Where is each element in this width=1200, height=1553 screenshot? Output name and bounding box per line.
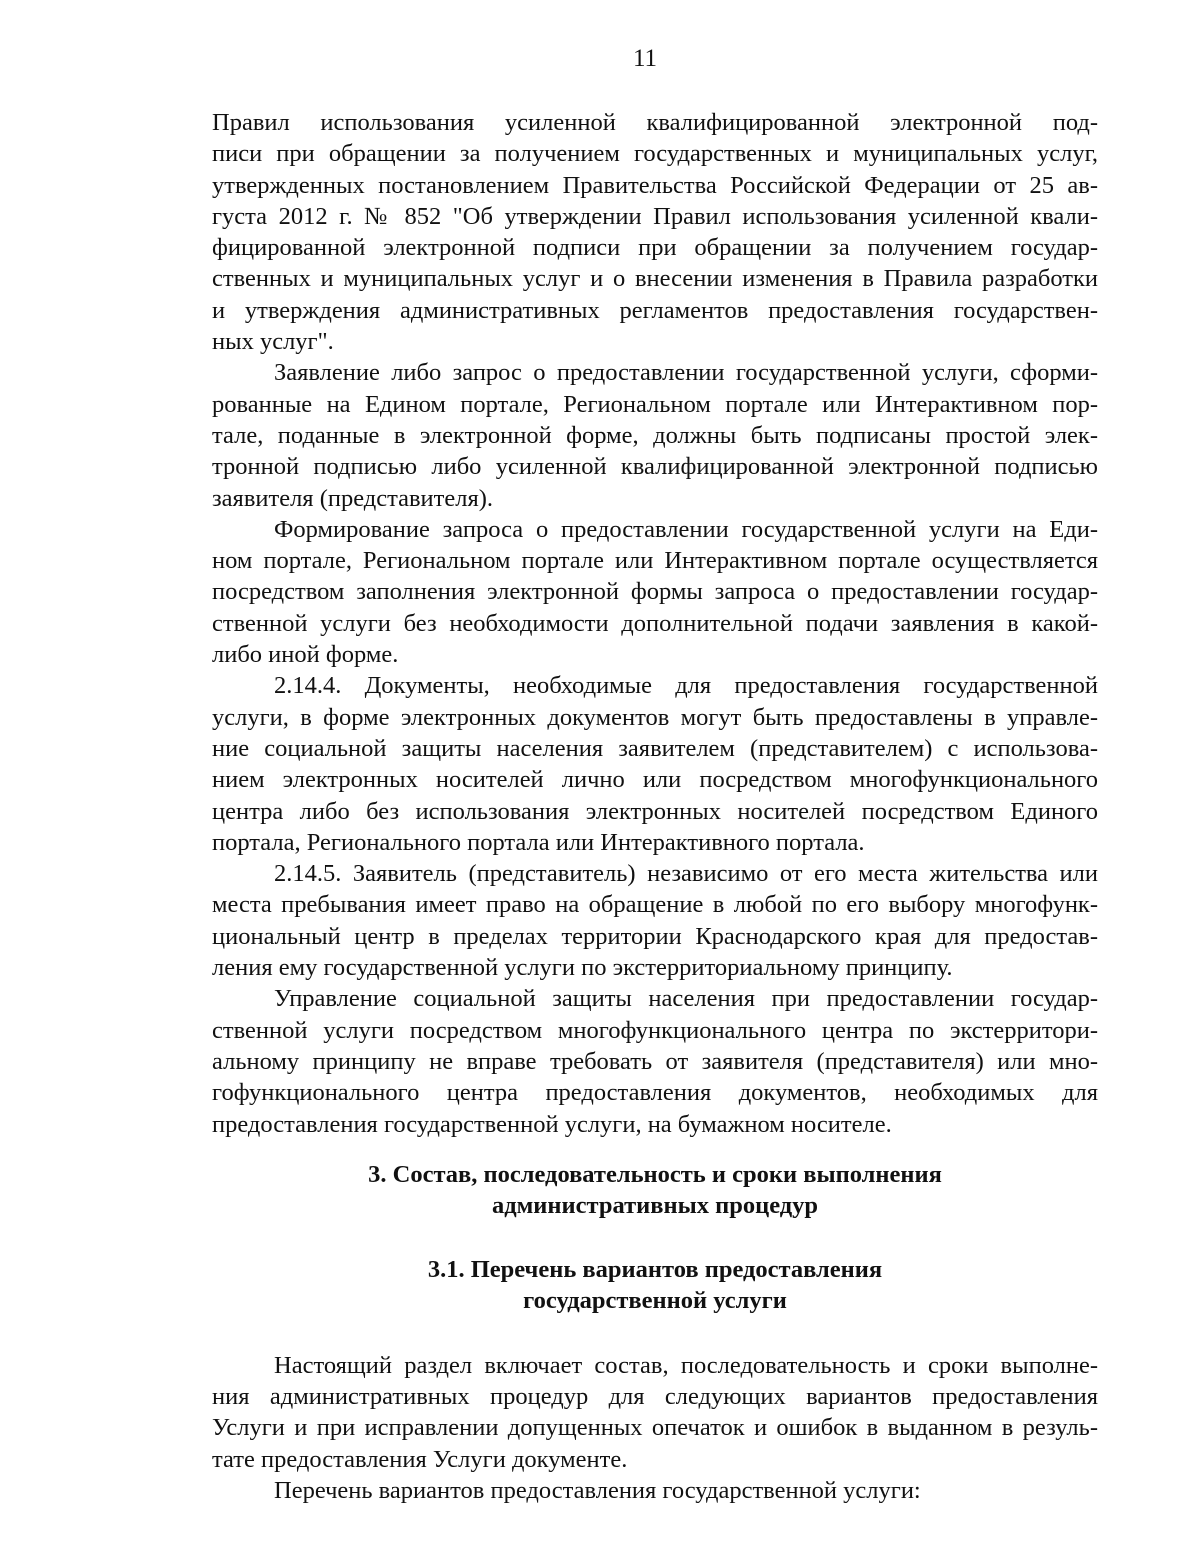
text-line: Правил использования усиленной квалифицированной электронной под- xyxy=(212,109,1098,136)
paragraph xyxy=(212,1350,1098,1475)
text-line: ственных и муниципальных услуг и о внесении изменения в Правила разработки xyxy=(212,265,1098,293)
text-line: альному принципу не вправе требовать от заявителя (представителя) или мно- xyxy=(212,1047,1098,1075)
text-line: ных услуг". xyxy=(212,328,334,356)
text-line: Перечень вариантов предоставления государственной услуги: xyxy=(274,1476,921,1504)
section-heading xyxy=(212,1159,1098,1221)
text-line: густа 2012 г. № 852 "Об утверждении Правил использования усиленной квали- xyxy=(212,202,1098,230)
text-line: тронной подписью либо усиленной квалифицированной электронной подписью xyxy=(212,453,1098,481)
paragraph xyxy=(212,858,1098,983)
paragraph xyxy=(212,514,1098,670)
text-line: места пребывания имеет право на обращение в любой по его выбору многофунк- xyxy=(212,891,1098,919)
text-line: услуги, в форме электронных документов могут быть предоставлены в управле- xyxy=(212,703,1098,731)
text-line: ном портале, Региональном портале или Интерактивном портале осуществляется xyxy=(212,547,1098,575)
text-line: тате предоставления Услуги документе. xyxy=(212,1445,628,1473)
text-line: портала, Регионального портала или Интерактивного портала. xyxy=(212,828,865,856)
text-line: 2.14.5. Заявитель (представитель) независимо от его места жительства или xyxy=(274,860,1098,888)
text-line: заявителя (представителя). xyxy=(212,484,494,512)
text-line: Заявление либо запрос о предоставлении государственной услуги, сформи- xyxy=(274,359,1098,387)
text-line: утвержденных постановлением Правительства Российской Федерации от 25 ав- xyxy=(212,171,1098,199)
paragraph xyxy=(212,983,1098,1139)
text-line: нием электронных носителей лично или посредством многофункционального xyxy=(212,766,1098,794)
paragraph xyxy=(212,1475,1098,1506)
text-line: и утверждения административных регламентов предоставления государствен- xyxy=(212,296,1098,324)
text-line: Управление социальной защиты населения при предоставлении государ- xyxy=(274,985,1098,1013)
page-number: 11 xyxy=(632,45,658,72)
section-heading-line: административных процедур xyxy=(491,1191,819,1219)
text-line: фицированной электронной подписи при обращении за получением государ- xyxy=(212,234,1098,262)
text-line: либо иной форме. xyxy=(212,641,399,669)
subsection-heading-line: государственной услуги xyxy=(523,1286,787,1314)
text-line: 2.14.4. Документы, необходимые для предоставления государственной xyxy=(274,672,1098,700)
document-body xyxy=(212,107,1098,1506)
text-line: ственной услуги посредством многофункционального центра по экстерритори- xyxy=(212,1016,1098,1044)
text-line: посредством заполнения электронной формы запроса о предоставлении государ- xyxy=(212,578,1098,606)
text-line: гофункционального центра предоставления документов, необходимых для xyxy=(212,1079,1098,1107)
text-line: рованные на Едином портале, Региональном портале или Интерактивном пор- xyxy=(212,390,1098,418)
text-line: ния административных процедур для следующих вариантов предоставления xyxy=(212,1383,1098,1411)
section-heading-line: 3. Состав, последовательность и сроки выполнения xyxy=(368,1160,942,1188)
text-line: циональный центр в пределах территории Краснодарского края для предостав- xyxy=(212,922,1098,950)
text-line: ственной услуги без необходимости дополнительной подачи заявления в какой- xyxy=(212,609,1098,637)
text-line: тале, поданные в электронной форме, должны быть подписаны простой элек- xyxy=(212,421,1098,449)
text-line: Формирование запроса о предоставлении государственной услуги на Еди- xyxy=(274,515,1098,543)
text-line: Настоящий раздел включает состав, последовательность и сроки выполне- xyxy=(274,1351,1098,1379)
text-line: центра либо без использования электронных носителей посредством Единого xyxy=(212,797,1098,825)
paragraph xyxy=(212,670,1098,858)
paragraph xyxy=(212,107,1098,357)
paragraph xyxy=(212,357,1098,513)
subsection-heading xyxy=(212,1254,1098,1316)
text-line: писи при обращении за получением государственных и муниципальных услуг, xyxy=(212,140,1098,168)
text-line: Услуги и при исправлении допущенных опечаток и ошибок в выданном в резуль- xyxy=(212,1414,1098,1442)
text-line: предоставления государственной услуги, на бумажном носителе. xyxy=(212,1110,892,1138)
subsection-heading-line: 3.1. Перечень вариантов предоставления xyxy=(427,1255,883,1283)
text-line: ние социальной защиты населения заявителем (представителем) с использова- xyxy=(212,734,1098,762)
text-line: ления ему государственной услуги по экстерриториальному принципу. xyxy=(212,954,953,982)
